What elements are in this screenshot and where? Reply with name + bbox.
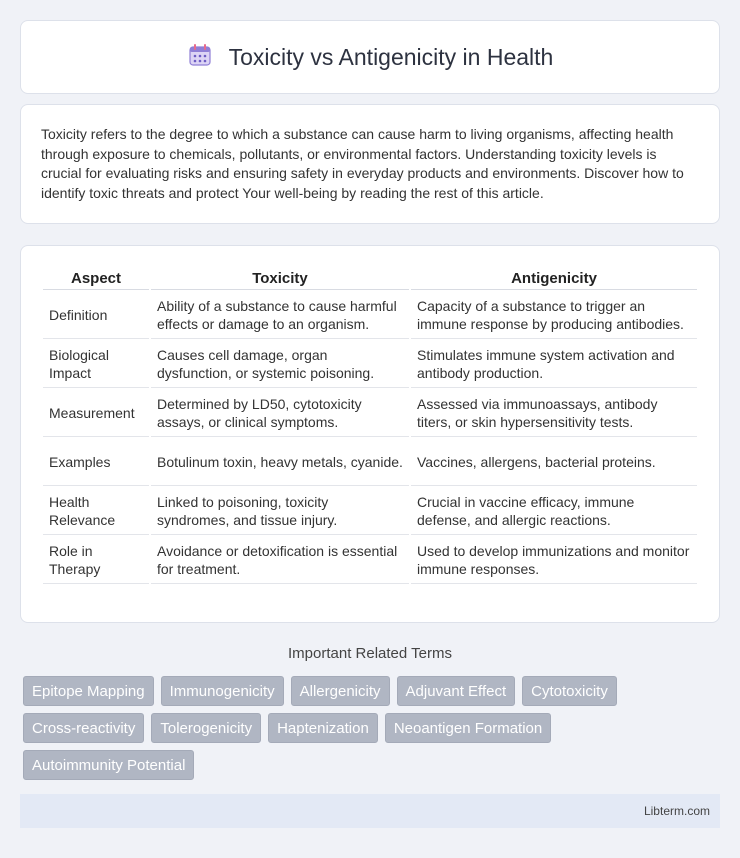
antigenicity-cell: Assessed via immunoassays, antibody titers, or skin hypersensitivity tests. xyxy=(411,390,697,437)
antigenicity-cell: Stimulates immune system activation and antibody production. xyxy=(411,341,697,388)
term-tag[interactable]: Neoantigen Formation xyxy=(385,713,551,743)
term-tag[interactable]: Autoimmunity Potential xyxy=(23,750,194,780)
antigenicity-cell: Used to develop immunizations and monitor immune responses. xyxy=(411,537,697,584)
aspect-cell: Health Relevance xyxy=(43,488,149,535)
calendar-icon xyxy=(187,42,213,73)
comparison-table xyxy=(41,266,699,586)
table-row xyxy=(43,341,697,388)
header-aspect: Aspect xyxy=(43,268,149,290)
aspect-cell: Biological Impact xyxy=(43,341,149,388)
table-row xyxy=(43,292,697,339)
intro-card xyxy=(20,104,720,224)
table-row xyxy=(43,390,697,437)
toxicity-cell: Ability of a substance to cause harmful effects or damage to an organism. xyxy=(151,292,409,339)
toxicity-cell: Determined by LD50, cytotoxicity assays, or clinical symptoms. xyxy=(151,390,409,437)
header-antigenicity: Antigenicity xyxy=(411,268,697,290)
table-row xyxy=(43,488,697,535)
table-row xyxy=(43,439,697,486)
term-tag[interactable]: Cytotoxicity xyxy=(522,676,617,706)
antigenicity-cell: Capacity of a substance to trigger an immune response by producing antibodies. xyxy=(411,292,697,339)
term-tag[interactable]: Adjuvant Effect xyxy=(397,676,516,706)
term-tag[interactable]: Haptenization xyxy=(268,713,378,743)
toxicity-cell: Botulinum toxin, heavy metals, cyanide. xyxy=(151,439,409,486)
toxicity-cell: Avoidance or detoxification is essential for treatment. xyxy=(151,537,409,584)
aspect-cell: Definition xyxy=(43,292,149,339)
term-tag[interactable]: Immunogenicity xyxy=(161,676,284,706)
related-terms-list xyxy=(23,676,723,780)
comparison-table-card xyxy=(20,245,720,623)
aspect-cell: Role in Therapy xyxy=(43,537,149,584)
table-header-row xyxy=(43,268,697,290)
intro-text: Toxicity refers to the degree to which a substance can cause harm to living organisms, affecting health through exposure to chemicals, pollutants, or environmental factors. Understanding toxicity levels is crucial for evaluating risks and ensuring safety in everyday products and environments. Discover how to identify toxic threats and protect Your well-being by reading the rest of this article. xyxy=(41,126,684,201)
term-tag[interactable]: Tolerogenicity xyxy=(151,713,261,743)
aspect-cell: Measurement xyxy=(43,390,149,437)
aspect-cell: Examples xyxy=(43,439,149,486)
header-card xyxy=(20,20,720,94)
footer xyxy=(20,794,720,828)
term-tag[interactable]: Allergenicity xyxy=(291,676,390,706)
table-row xyxy=(43,537,697,584)
term-tag[interactable]: Epitope Mapping xyxy=(23,676,154,706)
antigenicity-cell: Crucial in vaccine efficacy, immune defense, and allergic reactions. xyxy=(411,488,697,535)
antigenicity-cell: Vaccines, allergens, bacterial proteins. xyxy=(411,439,697,486)
page-title: Toxicity vs Antigenicity in Health xyxy=(228,43,554,70)
related-terms-title: Important Related Terms xyxy=(288,645,452,662)
term-tag[interactable]: Cross-reactivity xyxy=(23,713,144,743)
title-wrap xyxy=(187,42,554,73)
toxicity-cell: Linked to poisoning, toxicity syndromes, and tissue injury. xyxy=(151,488,409,535)
header-toxicity: Toxicity xyxy=(151,268,409,290)
toxicity-cell: Causes cell damage, organ dysfunction, or systemic poisoning. xyxy=(151,341,409,388)
footer-brand-link[interactable]: Libterm.com xyxy=(643,804,710,818)
